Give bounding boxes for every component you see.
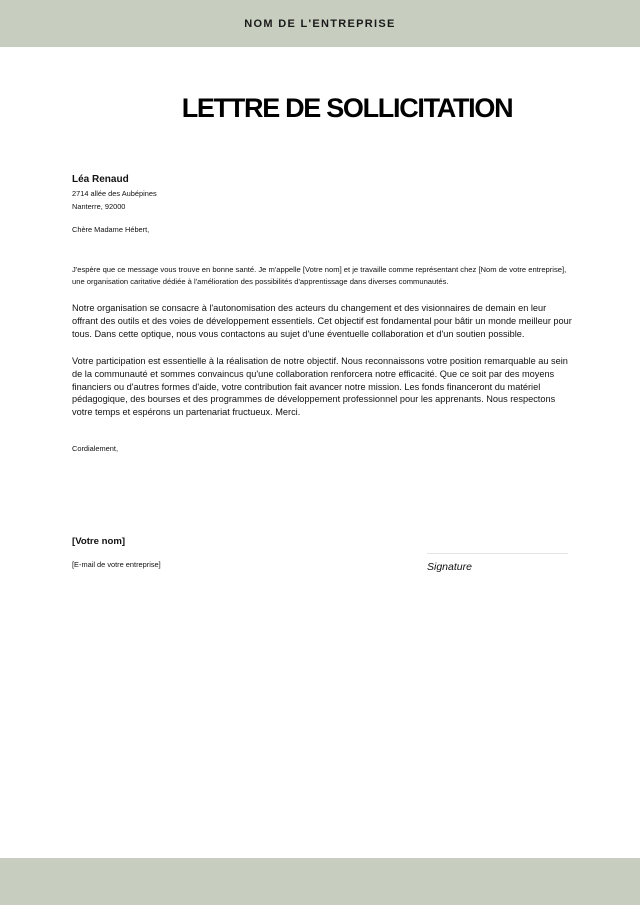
signature-line — [427, 553, 568, 554]
greeting: Chère Madame Hébert, — [72, 225, 150, 234]
signature-label: Signature — [427, 561, 472, 573]
sender-block — [72, 173, 572, 213]
body-paragraph-2: Votre participation est essentielle à la réalisation de notre objectif. Nous reconnaissons votre position remarquable au sein de la communauté et sommes convaincus qu'une collaboration renforcera notre efficacité. Que ce soit par des moyens financiers ou d'autres formes d'aide, votre contribution fait avancer notre mission. Les fonds financeront du matériel pédagogique, des bourses et des programmes de développement professionnel pour les apprenants. Nous respectons votre temps et espérons un partenariat fructueux. Merci. — [72, 356, 568, 418]
header-band — [0, 0, 640, 47]
company-name: NOM DE L'ENTREPRISE — [244, 17, 396, 30]
sender-address-line1: 2714 allée des Aubépines — [72, 189, 157, 198]
closing: Cordialement, — [72, 444, 119, 453]
sender-address-line2: Nanterre, 92000 — [72, 202, 126, 211]
sender-name: Léa Renaud — [72, 174, 129, 185]
signoff-name: [Votre nom] — [72, 536, 126, 547]
body-paragraph-1: Notre organisation se consacre à l'autonomisation des acteurs du changement et des visionnaires de demain en leur offrant des outils et des voies de développement essentiels. Cet objectif est fondamental pour bâtir un monde meilleur pour tous. Dans cette optique, nous vous contactons au sujet d'une éventuelle collaboration et d'un soutien possible. — [72, 303, 572, 339]
signoff-email: [E-mail de votre entreprise] — [72, 560, 161, 569]
footer-band — [0, 858, 640, 905]
document-title: LETTRE DE SOLLICITATION — [181, 93, 513, 123]
intro-paragraph: J'espère que ce message vous trouve en bonne santé. Je m'appelle [Votre nom] et je travaille comme représentant chez [Nom de votre entreprise], une organisation caritative dédiée à l'amélioration des possibilités d'apprentissage dans diverses communautés. — [72, 265, 567, 286]
